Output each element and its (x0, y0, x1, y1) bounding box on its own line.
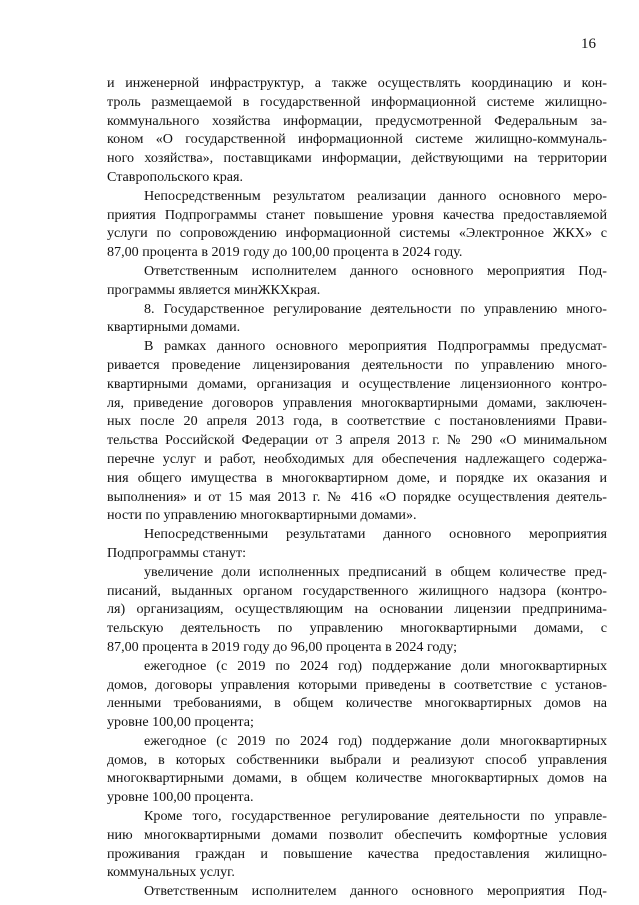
text-line: ля, приведение договоров управления многоквартирными домами, заключен- (107, 394, 607, 411)
paragraph (107, 525, 607, 563)
text-line: 8. Государственное регулирование деятельности по управлению много- (144, 300, 607, 317)
text-line: домов, в которых собственники выбрали и реализуют способ управления (107, 751, 607, 768)
text-line: троль размещаемой в государственной информационной системе жилищно- (107, 93, 607, 110)
paragraph (107, 74, 607, 187)
text-line: домов, договоры управления которыми приведены в соответствие с установ- (107, 676, 607, 693)
text-line: Подпрограммы станут: (107, 544, 247, 561)
text-line: ежегодное (с 2019 по 2024 год) поддержание доли многоквартирных (144, 732, 607, 749)
paragraph (107, 657, 607, 732)
paragraph (107, 262, 607, 300)
text-line: и инженерной инфраструктур, а также осуществлять координацию и кон- (107, 75, 607, 91)
text-line: ности по управлению многоквартирными домами». (107, 507, 417, 524)
document-body (107, 74, 607, 901)
text-line: программы является минЖКХкрая. (107, 281, 321, 298)
text-line: уровне 100,00 процента; (107, 714, 254, 731)
text-line: ного хозяйства», поставщиками информации, действующими на территории (107, 150, 607, 167)
text-line: квартирными домами, организация и осуществление лицензионного контро- (107, 375, 607, 392)
text-line: 87,00 процента в 2019 году до 100,00 процента в 2024 году. (107, 244, 463, 261)
text-line: писаний, выданных органом государственного жилищного надзора (контро- (107, 582, 607, 599)
text-line: перечне услуг и работ, необходимых для обеспечения надлежащего содержа- (107, 450, 607, 467)
paragraph (107, 300, 607, 338)
text-line: многоквартирными домами, в общем количестве многоквартирных домов на (107, 770, 607, 787)
text-line: ривается проведение лицензирования деятельности по управлению много- (107, 356, 607, 373)
text-line: приятия Подпрограммы станет повышение уровня качества предоставляемой (107, 206, 607, 223)
text-line: услуги по сопровождению информационной системы «Электронное ЖКХ» с (107, 225, 607, 242)
paragraph (107, 882, 607, 901)
paragraph (107, 187, 607, 262)
paragraph (107, 563, 607, 657)
text-line: 87,00 процента в 2019 году до 96,00 процента в 2024 году; (107, 638, 457, 655)
text-line: тельства Российской Федерации от 3 апреля 2013 г. № 290 «О минимальном (107, 432, 607, 449)
paragraph (107, 337, 607, 525)
text-line: тельскую деятельность по управлению многоквартирными домами, с (107, 620, 607, 637)
text-line: Кроме того, государственное регулирование деятельности по управле- (144, 808, 607, 825)
text-line: коммунального хозяйства информации, предусмотренной Федеральным за- (107, 112, 607, 129)
text-line: Непосредственным результатом реализации данного основного меро- (144, 187, 607, 204)
text-line: ния общего имущества в многоквартирном доме, и порядке их оказания и (107, 469, 607, 486)
paragraph (107, 807, 607, 882)
text-line: ежегодное (с 2019 по 2024 год) поддержание доли многоквартирных (144, 657, 607, 674)
paragraph (107, 732, 607, 807)
text-line: В рамках данного основного мероприятия Подпрограммы предусмат- (144, 338, 607, 355)
text-line: коном «О государственной информационной системе жилищно-коммуналь- (107, 131, 607, 148)
text-line: ных после 20 апреля 2013 года, в соответствие с постановлениями Прави- (107, 413, 607, 430)
text-line: Ответственным исполнителем данного основного мероприятия Под- (144, 262, 607, 279)
text-line: Ответственным исполнителем данного основного мероприятия Под- (144, 883, 607, 900)
text-line: ленными требованиями, в общем количестве многоквартирных домов на (107, 695, 607, 712)
text-line: коммунальных услуг. (107, 864, 235, 881)
text-line: увеличение доли исполненных предписаний в общем количестве пред- (144, 563, 607, 580)
text-line: ля) организациям, осуществляющим на основании лицензии предпринима- (107, 601, 607, 618)
text-line: проживания граждан и повышение качества предоставления жилищно- (107, 845, 607, 862)
text-line: уровне 100,00 процента. (107, 789, 254, 806)
page-number: 16 (581, 36, 596, 52)
text-line: Непосредственными результатами данного основного мероприятия (144, 526, 607, 543)
text-line: квартирными домами. (107, 319, 241, 336)
text-line: нию многоквартирными домами позволит обеспечить комфортные условия (107, 826, 607, 843)
text-line: выполнения» и от 15 мая 2013 г. № 416 «О порядке осуществления деятель- (107, 488, 607, 505)
text-line: Ставропольского края. (107, 168, 244, 185)
